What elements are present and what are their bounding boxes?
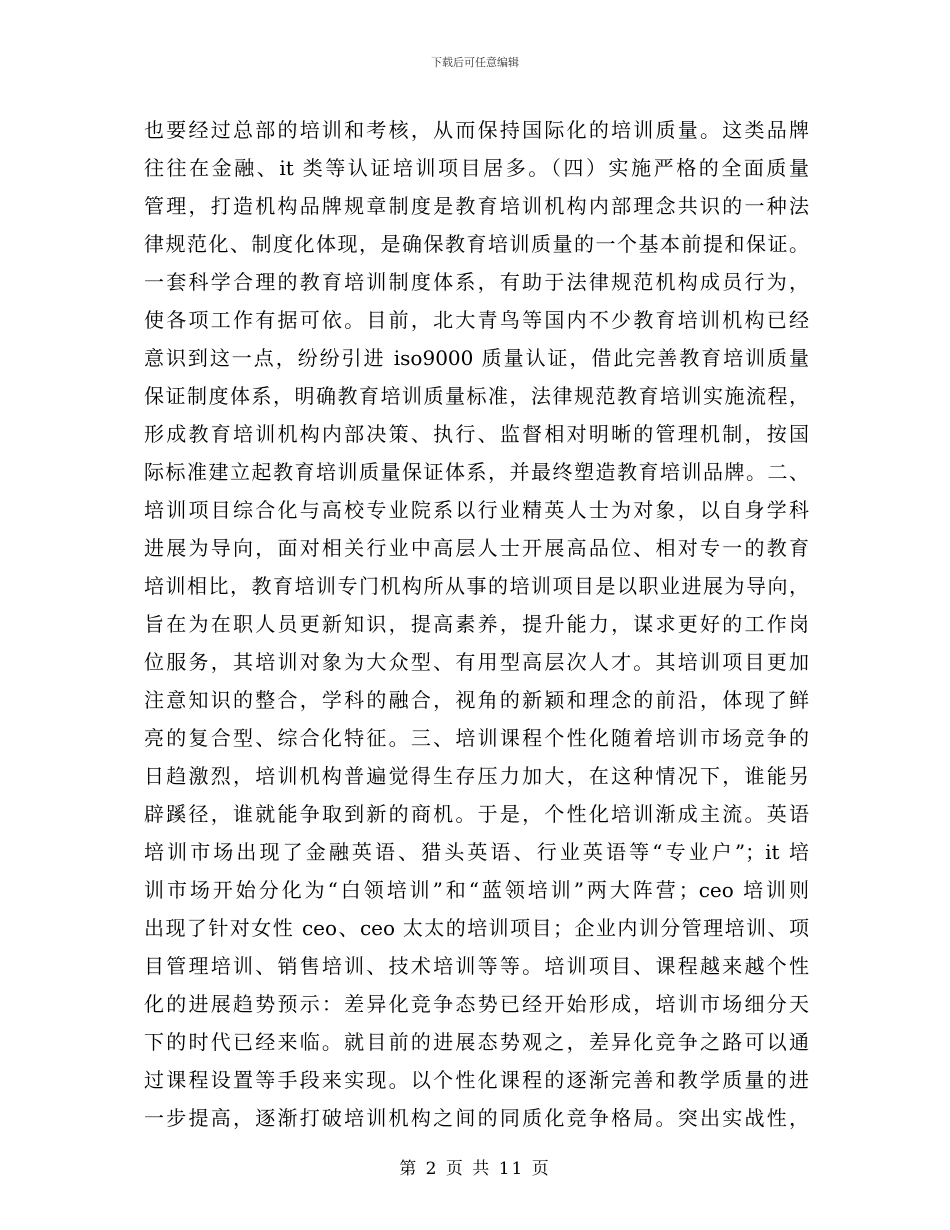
body-text-line: 位服务，其培训对象为大众型、有用型高层次人才。其培训项目更加	[144, 650, 809, 674]
body-text-line: 形成教育培训机构内部决策、执行、监督相对明晰的管理机制，按国	[144, 422, 809, 446]
body-text-line: 过课程设置等手段来实现。以个性化课程的逐渐完善和教学质量的进	[144, 1068, 809, 1092]
body-text-line: 培训相比，教育培训专门机构所从事的培训项目是以职业进展为导向，	[144, 574, 809, 598]
body-text-line: 管理，打造机构品牌规章制度是教育培训机构内部理念共识的一种法	[144, 194, 809, 218]
body-text-line: 律规范化、制度化体现，是确保教育培训质量的一个基本前提和保证。	[144, 232, 809, 256]
document-body	[144, 111, 809, 1137]
body-text-line: 一步提高，逐渐打破培训机构之间的同质化竞争格局。突出实战性，	[144, 1106, 809, 1130]
body-text-line: 化的进展趋势预示：差异化竞争态势已经开始形成，培训市场细分天	[144, 992, 809, 1016]
body-text-line: 培训市场出现了金融英语、猎头英语、行业英语等“专业户”；it 培	[144, 840, 809, 864]
body-text-line: 培训项目综合化与高校专业院系以行业精英人士为对象，以自身学科	[144, 498, 809, 522]
body-text-line: 日趋激烈，培训机构普遍觉得生存压力加大，在这种情况下，谁能另	[144, 764, 809, 788]
body-text-line: 目管理培训、销售培训、技术培训等等。培训项目、课程越来越个性	[144, 954, 809, 978]
body-text-line: 注意知识的整合，学科的融合，视角的新颖和理念的前沿，体现了鲜	[144, 688, 809, 712]
page-header: 下载后可任意编辑	[431, 56, 519, 69]
page-number: 第 2 页 共 11 页	[399, 1159, 551, 1179]
body-text-line: 出现了针对女性 ceo、ceo 太太的培训项目；企业内训分管理培训、项	[144, 916, 809, 940]
body-text-line: 旨在为在职人员更新知识，提高素养，提升能力，谋求更好的工作岗	[144, 612, 809, 636]
body-text-line: 使各项工作有据可依。目前，北大青鸟等国内不少教育培训机构已经	[144, 308, 809, 332]
body-text-line: 意识到这一点，纷纷引进 iso9000 质量认证，借此完善教育培训质量	[144, 346, 809, 370]
body-text-line: 下的时代已经来临。就目前的进展态势观之，差异化竞争之路可以通	[144, 1030, 809, 1054]
body-text-line: 也要经过总部的培训和考核，从而保持国际化的培训质量。这类品牌	[144, 118, 809, 142]
body-text-line: 往往在金融、it 类等认证培训项目居多。（四）实施严格的全面质量	[144, 156, 809, 180]
body-text-line: 一套科学合理的教育培训制度体系，有助于法律规范机构成员行为，	[144, 270, 809, 294]
body-text-line: 际标准建立起教育培训质量保证体系，并最终塑造教育培训品牌。二、	[144, 460, 809, 484]
body-text-line: 保证制度体系，明确教育培训质量标准，法律规范教育培训实施流程，	[144, 384, 809, 408]
body-text-line: 辟蹊径，谁就能争取到新的商机。于是，个性化培训渐成主流。英语	[144, 802, 809, 826]
body-text-line: 训市场开始分化为“白领培训”和“蓝领培训”两大阵营；ceo 培训则	[144, 878, 809, 902]
body-text-line: 进展为导向，面对相关行业中高层人士开展高品位、相对专一的教育	[144, 536, 809, 560]
body-text-line: 亮的复合型、综合化特征。三、培训课程个性化随着培训市场竞争的	[144, 726, 809, 750]
